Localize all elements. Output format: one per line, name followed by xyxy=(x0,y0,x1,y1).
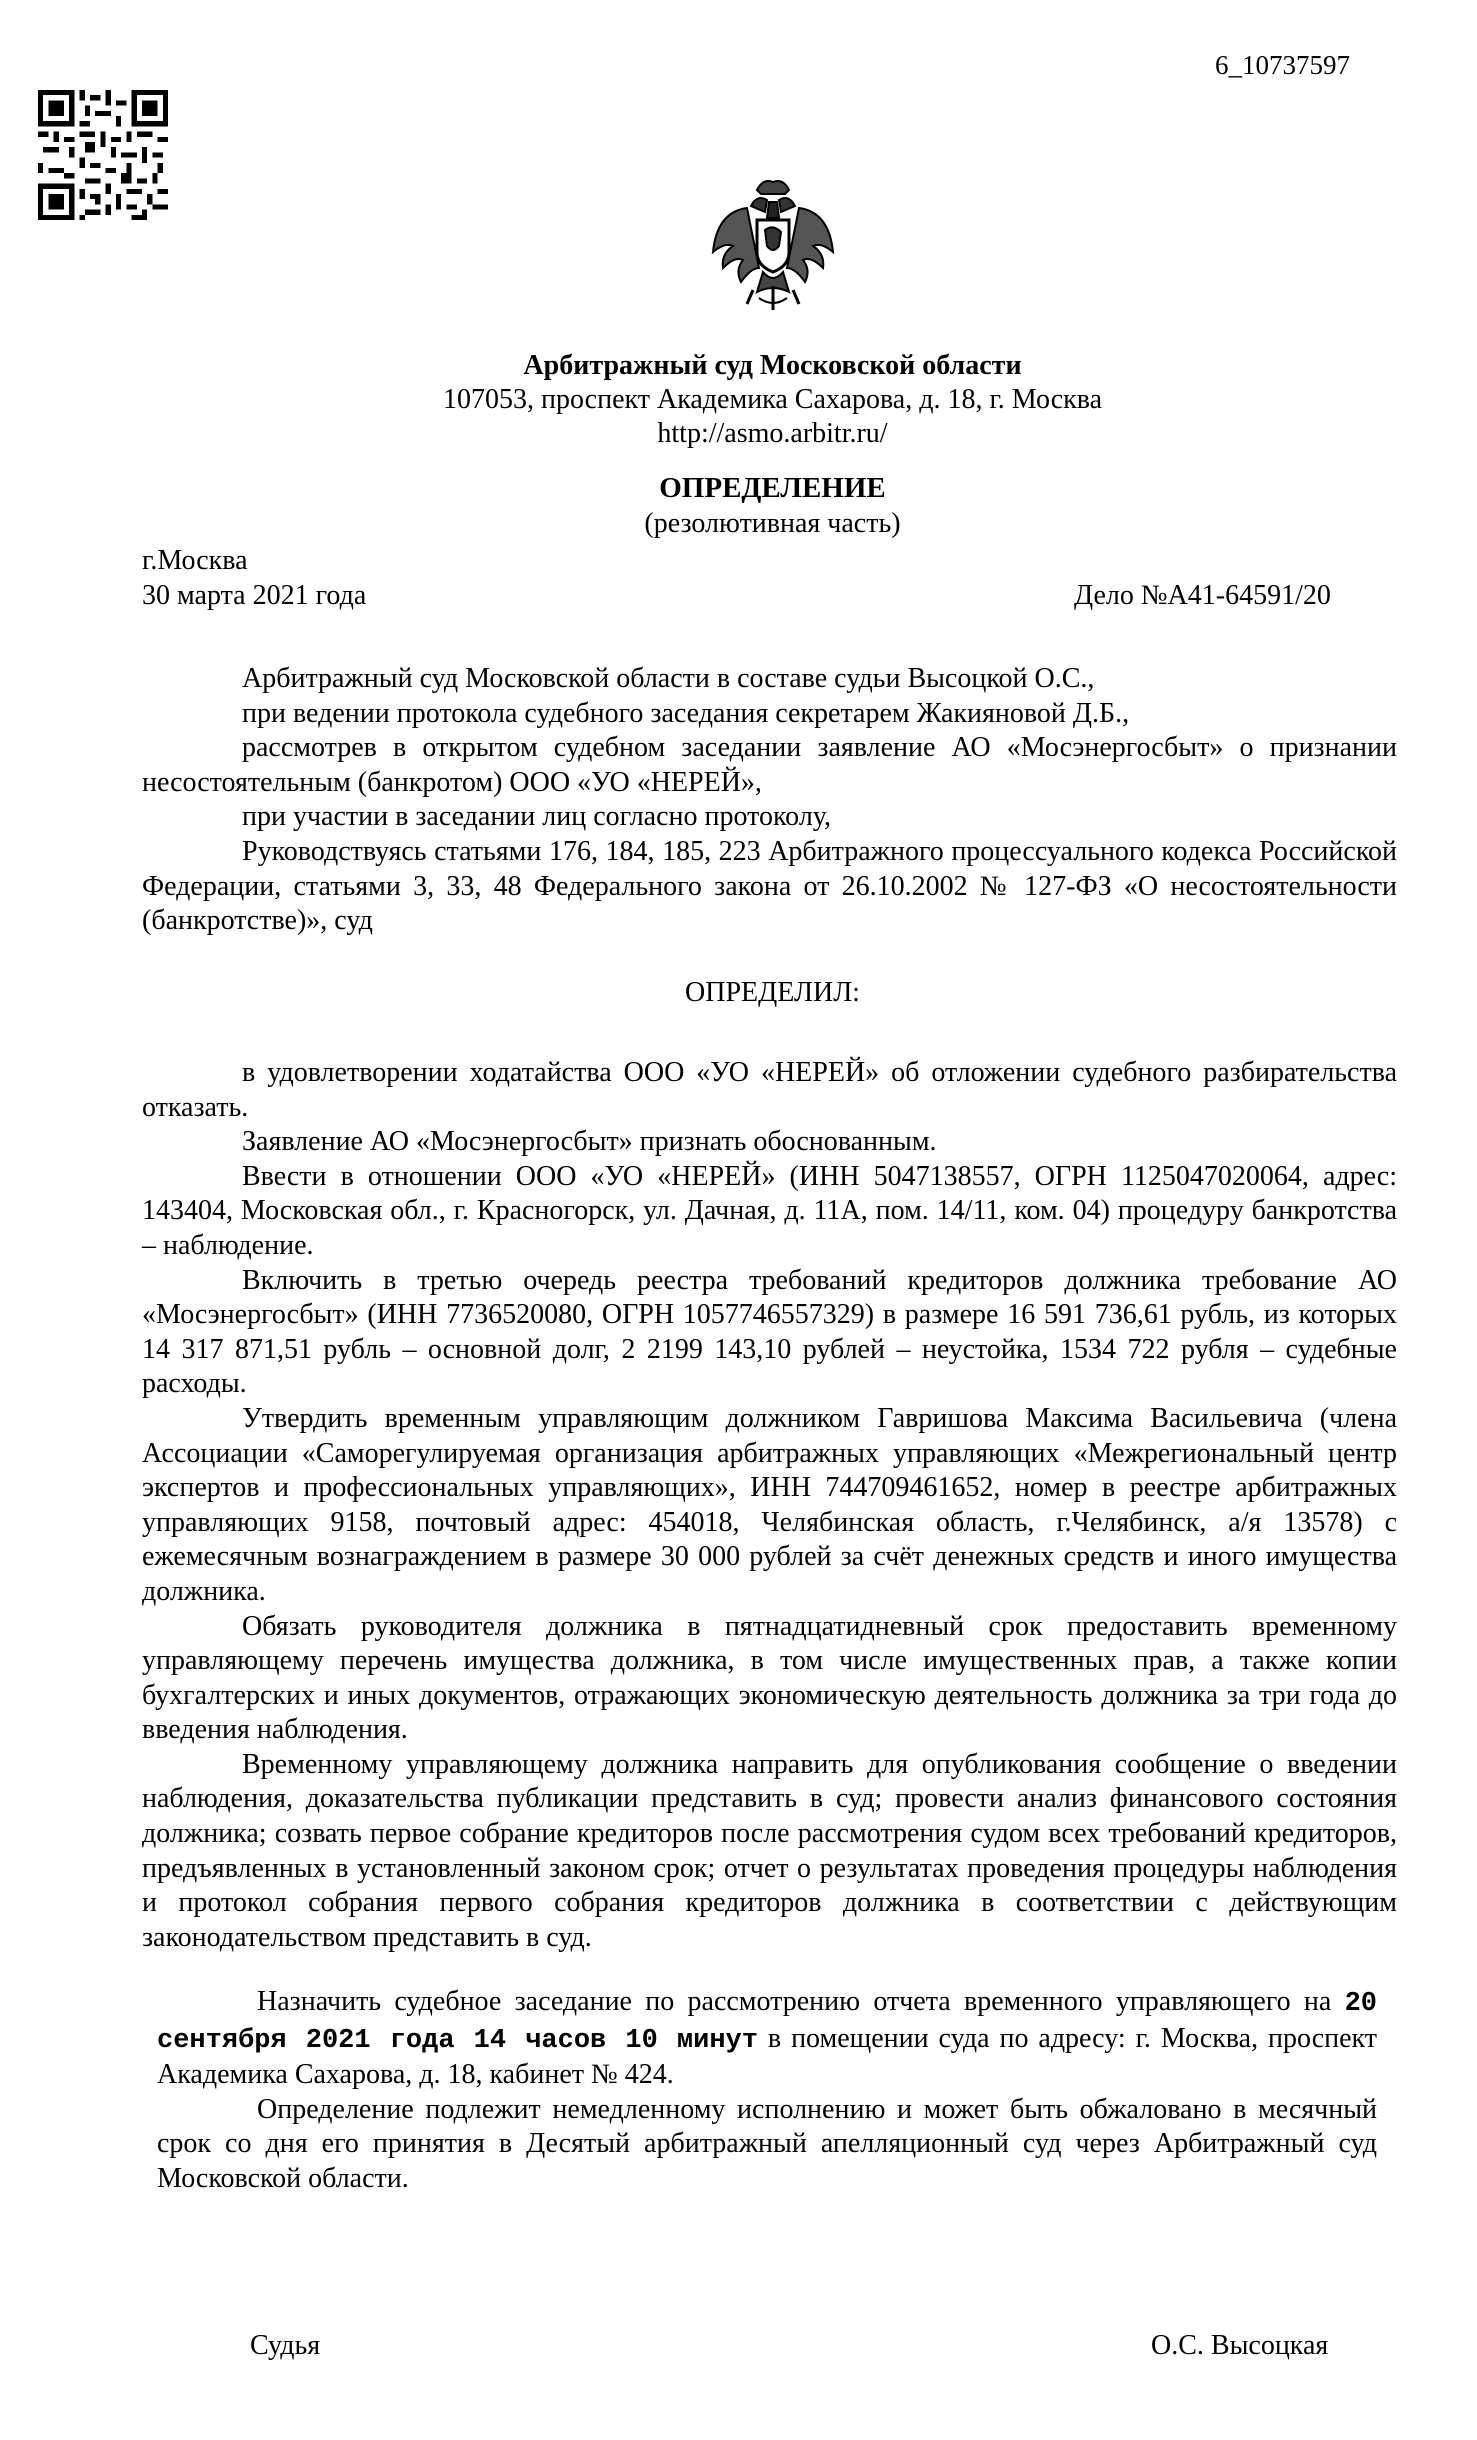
intro-paragraph: Арбитражный суд Московской области в составе судьи Высоцкой О.С., xyxy=(242,663,1095,694)
ruling-paragraph: Включить в третью очередь реестра требований кредиторов должника требование АО «Мосэнергосбыт» (ИНН 7736520080, ОГРН 1057746557329) в размере 16 591 736,61 рубль, из которых 14 317 871,51 рубль – основной долг, 2 2199 143,10 рублей – неустойка, 1534 722 рубля – судебные расходы. xyxy=(142,1264,1397,1400)
document-title: ОПРЕДЕЛЕНИЕ xyxy=(659,472,886,504)
case-number: Дело №А41-64591/20 xyxy=(1074,580,1331,611)
signature-role: Судья xyxy=(250,2330,321,2361)
hearing-paragraph xyxy=(157,1985,1377,2093)
document-number: 6_10737597 xyxy=(1215,50,1350,80)
rulings-section xyxy=(142,1056,1397,1955)
ruling-paragraph: в удовлетворении ходатайства ООО «УО «НЕРЕЙ» об отложении судебного разбирательства отказать. xyxy=(142,1057,1397,1123)
intro-section xyxy=(142,662,1397,939)
intro-paragraph: рассмотрев в открытом судебном заседании заявление АО «Мосэнергосбыт» о признании несостоятельным (банкротом) ООО «УО «НЕРЕЙ», xyxy=(142,732,1397,798)
court-address: 107053, проспект Академика Сахарова, д. 18, г. Москва xyxy=(442,384,1103,415)
hearing-datetime: 20 сентября 2021 года 14 часов 10 минут xyxy=(157,1989,1378,2056)
intro-paragraph: при ведении протокола судебного заседания секретарем Жакияновой Д.Б., xyxy=(242,697,1130,729)
ruling-paragraph: Утвердить временным управляющим должником Гавришова Максима Васильевича (члена Ассоциации «Саморегулируемая организация арбитражных управляющих «Межрегиональный центр экспертов и профессиональных управляющих», ИНН 744709461652, номер в реестре арбитражных управляющих 9158, почтовый адрес: 454018, Челябинская область, г.Челябинск, а/я 13578) с ежемесячным вознаграждением в размере 30 000 рублей за счёт денежных средств и иного имущества должника. xyxy=(142,1402,1397,1607)
hearing-section xyxy=(157,1985,1377,2197)
intro-paragraph: при участии в заседании лиц согласно протоколу, xyxy=(242,801,831,833)
ruling-paragraph: Ввести в отношении ООО «УО «НЕРЕЙ» (ИНН 5047138557, ОГРН 1125047020064, адрес: 143404, Московская обл., г. Красногорск, ул. Дачная, д. 11А, пом. 14/11, ком. 04) процедуру банкротства – наблюдение. xyxy=(142,1160,1397,1261)
signature-name: О.С. Высоцкая xyxy=(1151,2330,1329,2361)
hearing-suffix: в помещении суда по адресу: г. Москва, проспект Академика Сахарова, д. 18, кабинет № 424. xyxy=(157,2022,1378,2091)
document-subtitle: (резолютивная часть) xyxy=(644,508,901,539)
hearing-prefix: Назначить судебное заседание по рассмотрению отчета временного управляющего на xyxy=(257,1986,1332,2017)
resolved-heading: ОПРЕДЕЛИЛ: xyxy=(685,977,860,1008)
city: г.Москва xyxy=(142,545,248,576)
qr-code xyxy=(38,90,168,220)
court-website: http://asmo.arbitr.ru/ xyxy=(657,418,888,449)
ruling-paragraph: Обязать руководителя должника в пятнадцатидневный срок предоставить временному управляющему перечень имущества должника, в том числе имущественных прав, а также копии бухгалтерских и иных документов, отражающих экономическую деятельность должника за три года до введения наблюдения. xyxy=(142,1610,1397,1746)
coat-of-arms-emblem xyxy=(707,172,839,314)
ruling-paragraph: Заявление АО «Мосэнергосбыт» признать обоснованным. xyxy=(242,1126,937,1158)
court-name: Арбитражный суд Московской области xyxy=(523,350,1022,381)
ruling-paragraph: Временному управляющему должника направить для опубликования сообщение о введении наблюдения, доказательства публикации представить в суд; провести анализ финансового состояния должника; созвать первое собрание кредиторов после рассмотрения судом всех требований кредиторов, предъявленных в установленный законом срок; отчет о результатах проведения процедуры наблюдения и протокол собрания первого собрания кредиторов должника в соответствии с действующим законодательством представить в суд. xyxy=(142,1748,1397,1953)
appeal-paragraph: Определение подлежит немедленному исполнению и может быть обжаловано в месячный срок со дня его принятия в Десятый арбитражный апелляционный суд через Арбитражный суд Московской области. xyxy=(157,2093,1377,2194)
document-date: 30 марта 2021 года xyxy=(142,580,367,611)
intro-paragraph: Руководствуясь статьями 176, 184, 185, 223 Арбитражного процессуального кодекса Российской Федерации, статьями 3, 33, 48 Федерального закона от 26.10.2002 № 127-ФЗ «О несостоятельности (банкротстве)», суд xyxy=(142,835,1397,937)
